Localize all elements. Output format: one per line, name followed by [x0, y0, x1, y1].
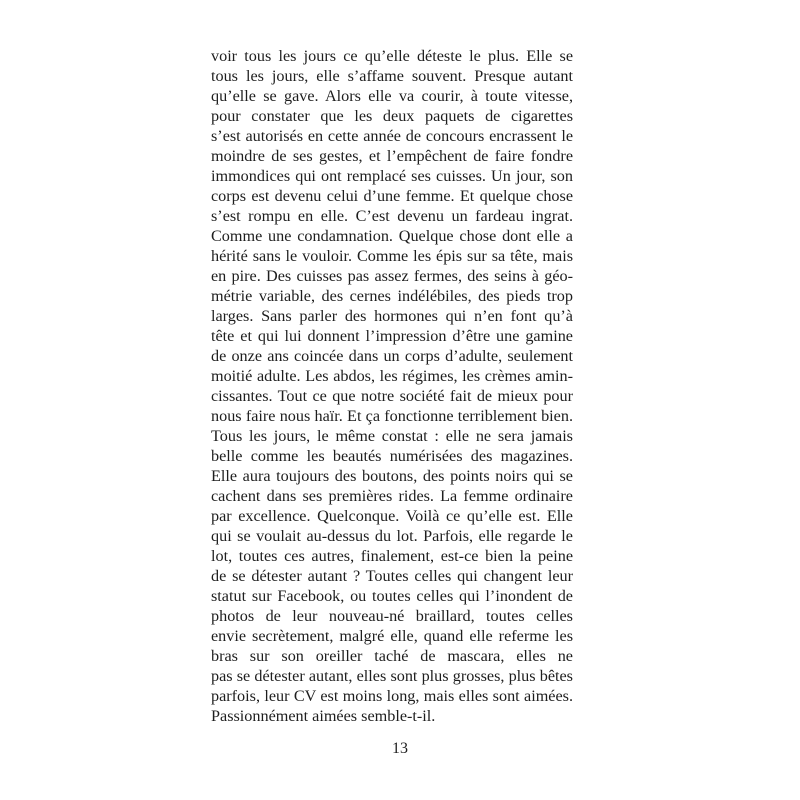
text-line: bras sur son oreiller taché de mascara, elles ne — [211, 647, 573, 665]
text-line: nous faire nous haïr. Et ça fonctionne terriblement bien. — [211, 407, 573, 425]
text-line: voir tous les jours ce qu’elle déteste le plus. Elle se — [211, 47, 573, 65]
text-line: de se détester autant ? Toutes celles qui changent leur — [211, 567, 573, 585]
text-line: lot, toutes ces autres, finalement, est-ce bien la peine — [211, 547, 573, 565]
text-line: s’est rompu en elle. C’est devenu un fardeau ingrat. — [211, 207, 573, 225]
text-line: corps est devenu celui d’une femme. Et quelque chose — [211, 187, 573, 205]
text-line: Comme une condamnation. Quelque chose dont elle a — [211, 227, 573, 245]
text-line: qui se voulait au-dessus du lot. Parfois, elle regarde le — [211, 527, 573, 545]
text-line: en pire. Des cuisses pas assez fermes, des seins à géo- — [211, 267, 573, 285]
text-line: Passionnément aimées semble-t-il. — [211, 707, 436, 725]
body-text — [211, 46, 573, 726]
text-line: tous les jours, elle s’affame souvent. Presque autant — [211, 67, 573, 85]
text-line: s’est autorisés en cette année de concours encrassent le — [211, 127, 573, 145]
page-number: 13 — [392, 740, 408, 757]
text-line: pas se détester autant, elles sont plus grosses, plus bêtes — [211, 667, 573, 685]
text-line: Tous les jours, le même constat : elle ne sera jamais — [211, 427, 573, 445]
text-line: Elle aura toujours des boutons, des points noirs qui se — [211, 467, 573, 485]
text-line: cachent dans ses premières rides. La femme ordinaire — [211, 487, 573, 505]
text-line: moindre de ses gestes, et l’empêchent de faire fondre — [211, 147, 573, 165]
text-line: statut sur Facebook, ou toutes celles qui l’inondent de — [211, 587, 573, 605]
text-line: par excellence. Quelconque. Voilà ce qu’elle est. Elle — [211, 507, 573, 525]
text-line: moitié adulte. Les abdos, les régimes, les crèmes amin- — [211, 367, 573, 385]
text-line: immondices qui ont remplacé ses cuisses. Un jour, son — [211, 167, 573, 185]
text-line: hérité sans le vouloir. Comme les épis sur sa tête, mais — [211, 247, 573, 265]
text-line: parfois, leur CV est moins long, mais elles sont aimées. — [211, 687, 573, 705]
text-line: photos de leur nouveau-né braillard, toutes celles — [211, 607, 573, 625]
text-line: tête et qui lui donnent l’impression d’être une gamine — [211, 327, 573, 345]
text-line: cissantes. Tout ce que notre société fait de mieux pour — [211, 387, 573, 405]
text-line: de onze ans coincée dans un corps d’adulte, seulement — [211, 347, 573, 365]
text-line: qu’elle se gave. Alors elle va courir, à toute vitesse, — [211, 87, 573, 105]
text-line: larges. Sans parler des hormones qui n’en font qu’à — [211, 307, 573, 325]
text-line: pour constater que les deux paquets de cigarettes — [211, 107, 573, 125]
text-line: envie secrètement, malgré elle, quand elle referme les — [211, 627, 573, 645]
text-line: métrie variable, des cernes indélébiles, des pieds trop — [211, 287, 573, 305]
text-line: belle comme les beautés numérisées des magazines. — [211, 447, 573, 465]
